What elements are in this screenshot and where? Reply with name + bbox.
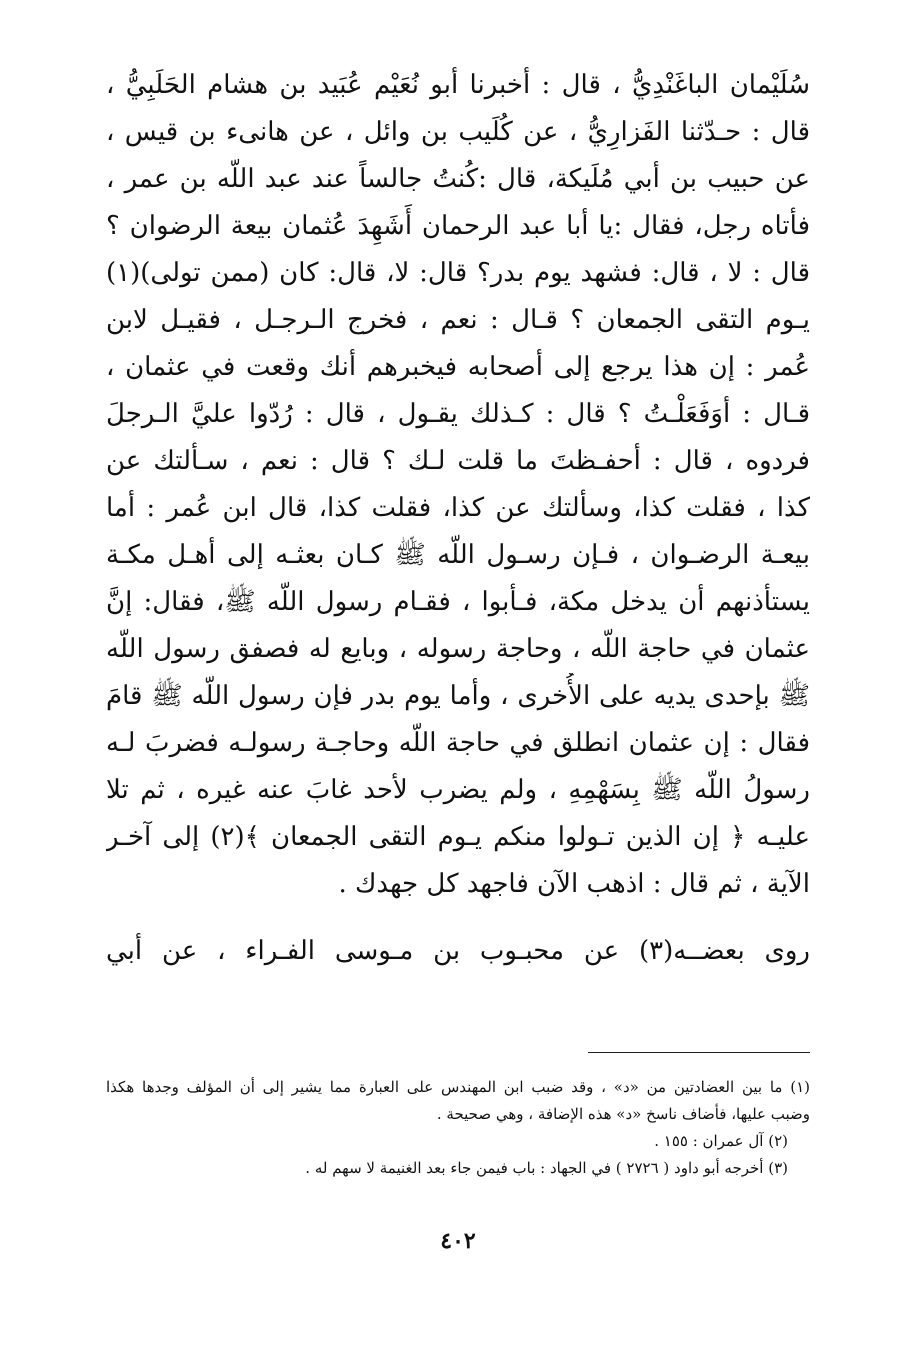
text-line: ﷺ بإحدى يديه على الأُخرى ، وأما يوم بدر فإن رسول اللّه ﷺ قامَ xyxy=(106,681,810,711)
text-line: عُمر : إن هذا يرجع إلى أصحابه فيخبرهم أنك وقعت في عثمان ، xyxy=(106,352,810,382)
text-line: عليـه ﴿ إن الذين تـولوا منكم يـوم التقى الجمعان ﴾(٢) إلى آخـر xyxy=(106,822,810,852)
paragraph-2 xyxy=(106,928,810,975)
footnote-divider xyxy=(588,1052,810,1053)
text-line: قـال : أوَفَعَلْـتُ ؟ قال : كـذلك يقـول ، قال : رُدّوا عليَّ الـرجلَ xyxy=(106,399,810,429)
text-line: سُلَيْمان الباغَنْدِيُّ ، قال : أخبرنا أبو نُعَيْم عُبَيد بن هشام الحَلَبِيُّ ، xyxy=(106,70,810,100)
paragraph-gap xyxy=(106,908,810,928)
footnote-line: وضبب عليها، فأضاف ناسخ «د» هذه الإضافة ، وهي صحيحة . xyxy=(436,1105,810,1123)
footnote-line: (٢) آل عمران : ١٥٥ . xyxy=(654,1132,788,1150)
text-line: كذا ، فقلت كذا، وسألتك عن كذا، فقلت كذا، قال ابن عُمر : أما xyxy=(106,493,810,523)
text-line: الآية ، ثم قال : اذهب الآن فاجهد كل جهدك . xyxy=(338,869,810,899)
main-text xyxy=(106,62,810,975)
text-line: رسولُ اللّه ﷺ بِسَهْمِهِ ، ولم يضرب لأحد غابَ عنه غيره ، ثم تلا xyxy=(106,775,810,805)
footnote-3 xyxy=(106,1155,810,1182)
footnote-line: (١) ما بين العضادتين من «د» ، وقد ضبب ابن المهندس على العبارة مما يشير إلى أن المؤلف وجدها هكذا xyxy=(106,1078,810,1096)
text-line: بيعـة الرضـوان ، فـإن رسـول اللّه ﷺ كـان بعثـه إلى أهـل مكـة xyxy=(106,540,810,570)
text-line: فردوه ، قال : أحفـظتَ ما قلت لـك ؟ قال : نعم ، سـألتك عن xyxy=(106,446,810,476)
page-number: ٤٠٢ xyxy=(440,1228,476,1254)
text-line: عثمان في حاجة اللّه ، وحاجة رسوله ، وبايع له فصفق رسول اللّه xyxy=(106,634,810,664)
text-line: روى بعضــه(٣) عن محبـوب بن مـوسى الفـراء ، عن أبي xyxy=(106,936,810,966)
footnote-1 xyxy=(106,1074,810,1128)
footnote-line: (٣) أخرجه أبو داود ( ٢٧٢٦ ) في الجهاد : باب فيمن جاء بعد الغنيمة لا سهم له . xyxy=(305,1159,788,1177)
footnote-2 xyxy=(106,1128,810,1155)
footnotes xyxy=(106,1074,810,1182)
paragraph-1 xyxy=(106,62,810,908)
text-line: قال : لا ، قال: فشهد يوم بدر؟ قال: لا، قال: كان (ممن تولى)(١) xyxy=(106,258,810,288)
text-line: يـوم التقى الجمعان ؟ قـال : نعم ، فخرج الـرجـل ، فقيـل لابن xyxy=(106,305,810,335)
text-line: عن حبيب بن أبي مُلَيكة، قال :كُنتُ جالساً عند عبد اللّه بن عمر ، xyxy=(106,164,810,194)
text-line: فقال : إن عثمان انطلق في حاجة اللّه وحاجـة رسولـه فضربَ لـه xyxy=(106,728,810,758)
text-line: فأتاه رجل، فقال :يا أبا عبد الرحمان أَشَهِدَ عُثمان بيعة الرضوان ؟ xyxy=(106,211,810,241)
text-line: قال : حـدّثنا الفَزارِيُّ ، عن كُلَيب بن وائل ، عن هانىء بن قيس ، xyxy=(106,117,810,147)
text-line: يستأذنهم أن يدخل مكة، فـأبوا ، فقـام رسول اللّه ﷺ، فقال: إنَّ xyxy=(106,587,810,617)
